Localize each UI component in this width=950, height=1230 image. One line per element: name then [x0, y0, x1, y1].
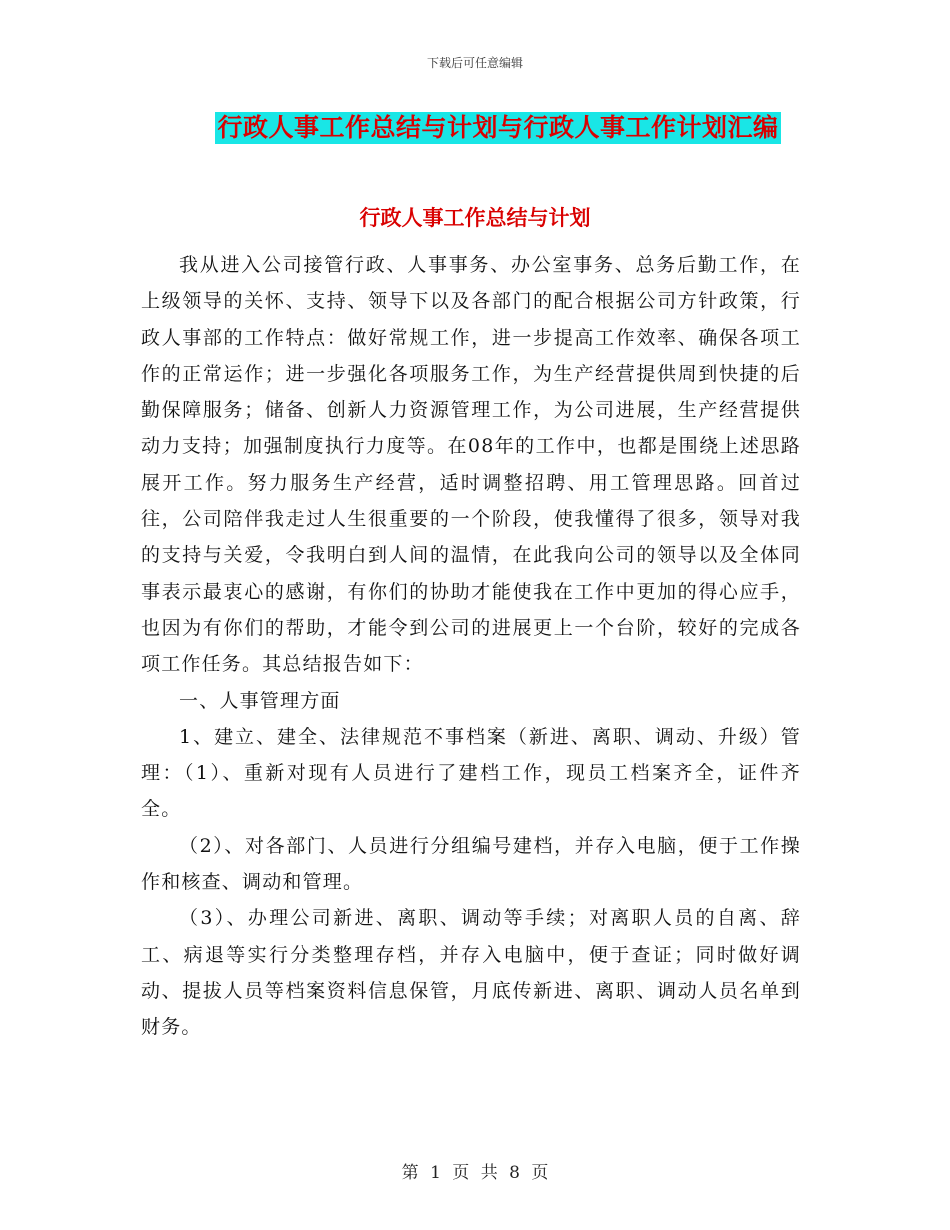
main-title: 行政人事工作总结与计划与行政人事工作计划汇编	[217, 113, 779, 142]
header-note: 下载后可任意编辑	[426, 56, 523, 70]
paragraph-item-3: （3）、办理公司新进、离职、调动等手续；对离职人员的自离、辞工、病退等实行分类整理存档，并存入电脑中，便于查证；同时做好调动、提拔人员等档案资料信息保管，月底传新进、离职、调动人员名单到财务。	[141, 907, 801, 1039]
paragraph-heading-hr: 一、人事管理方面	[179, 689, 341, 712]
main-title-container	[0, 112, 950, 144]
section-title: 行政人事工作总结与计划	[359, 206, 591, 230]
page-footer: 第 1 页 共 8 页	[401, 1163, 549, 1183]
paragraph-intro: 我从进入公司接管行政、人事事务、办公室事务、总务后勤工作，在上级领导的关怀、支持、领导下以及各部门的配合根据公司方针政策，行政人事部的工作特点：做好常规工作，进一步提高工作效率、确保各项工作的正常运作；进一步强化各项服务工作，为生产经营提供周到快捷的后勤保障服务；储备、创新人力资源管理工作，为公司进展，生产经营提供动力支持；加强制度执行力度等。在08年的工作中，也都是围绕上述思路展开工作。努力服务生产经营，适时调整招聘、用工管理思路。回首过往，公司陪伴我走过人生很重要的一个阶段，使我懂得了很多，领导对我的支持与关爱，令我明白到人间的温情，在此我向公司的领导以及全体同事表示最衷心的感谢，有你们的协助才能使我在工作中更加的得心应手，也因为有你们的帮助，才能令到公司的进展更上一个台阶，较好的完成各项工作任务。其总结报告如下：	[141, 254, 801, 676]
paragraph-item-2: （2）、对各部门、人员进行分组编号建档，并存入电脑，便于工作操作和核查、调动和管理。	[141, 834, 801, 894]
body-text	[141, 247, 801, 1046]
paragraph-item-1: 1、建立、建全、法律规范不事档案（新进、离职、调动、升级）管理：（1）、重新对现有人员进行了建档工作，现员工档案齐全，证件齐全。	[141, 725, 801, 821]
